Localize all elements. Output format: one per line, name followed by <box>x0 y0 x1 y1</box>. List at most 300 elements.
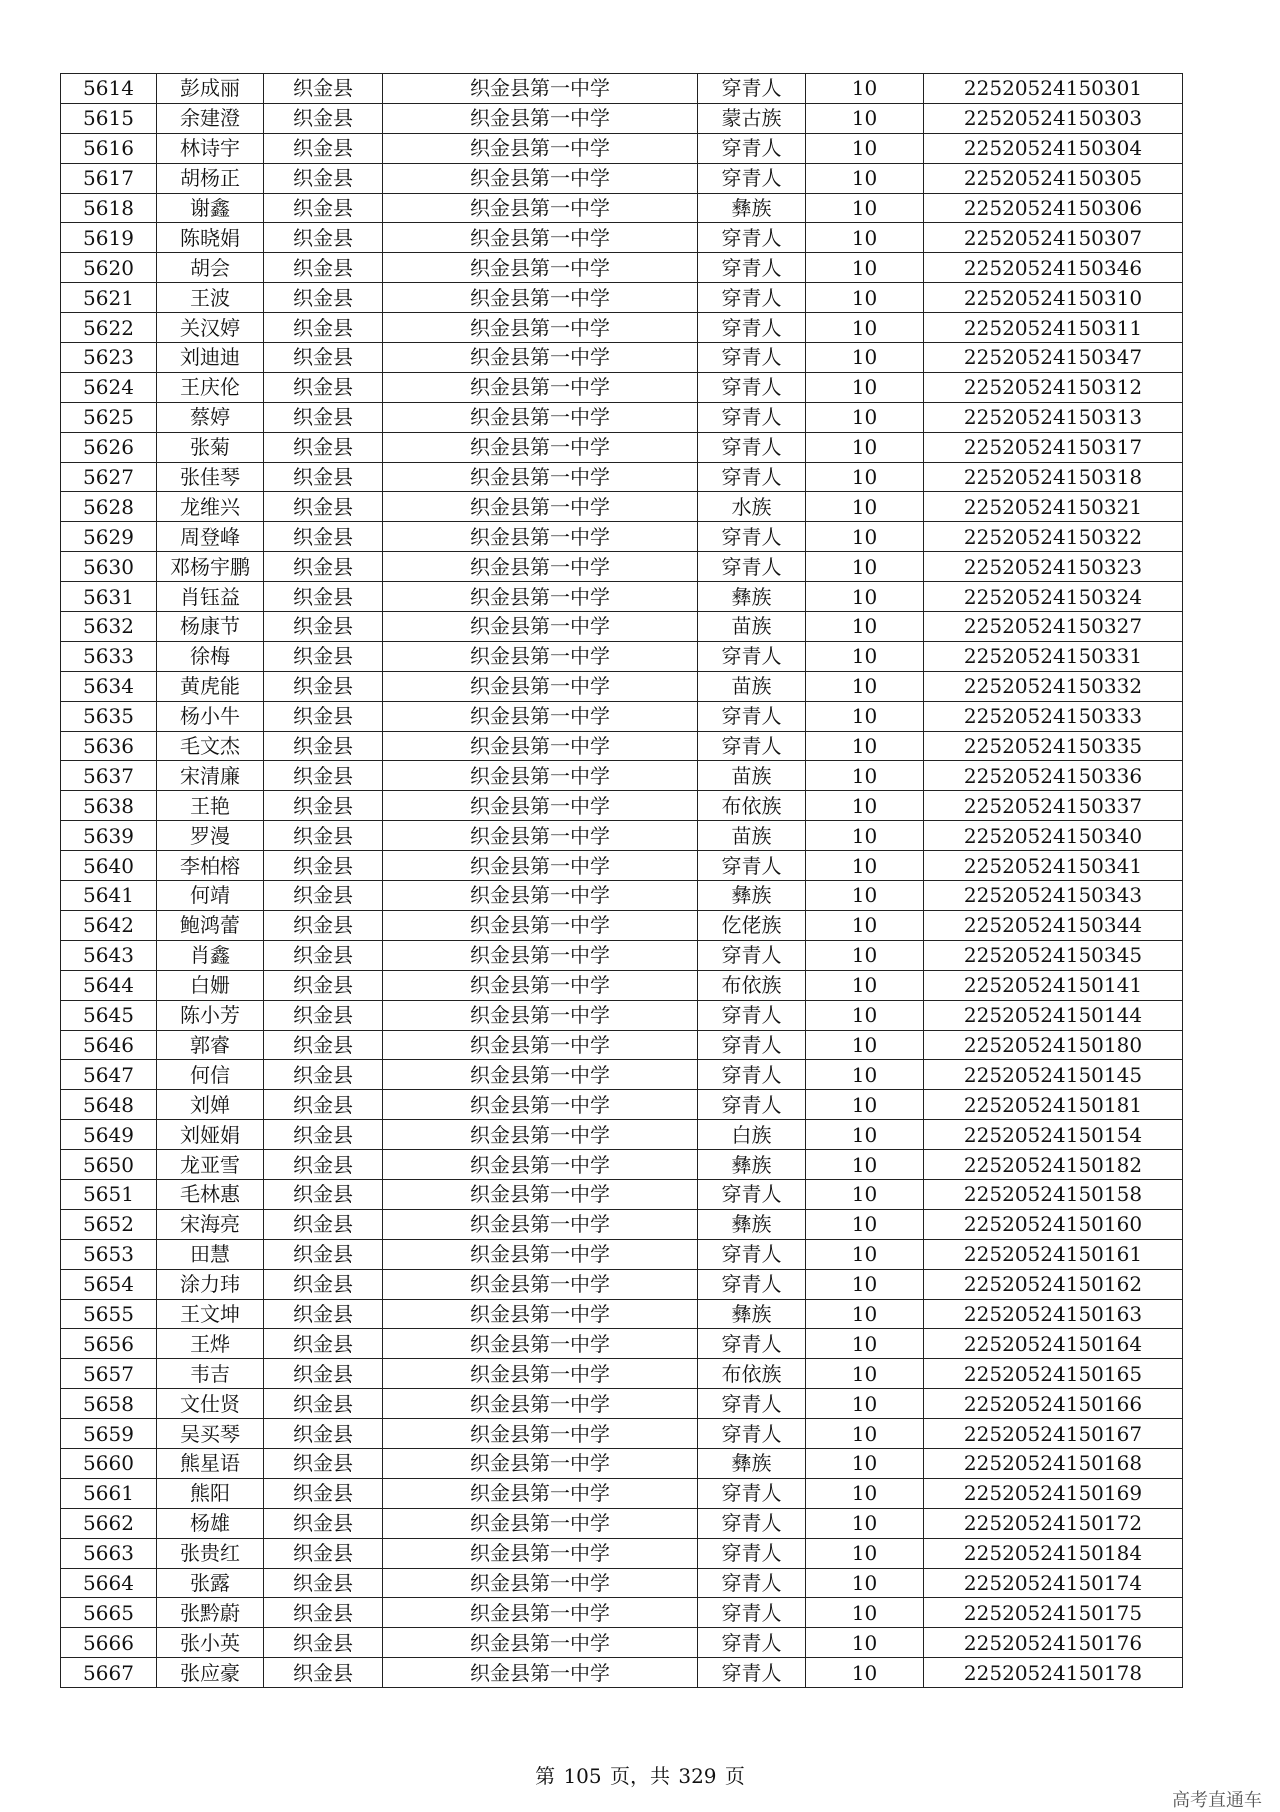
table-row <box>61 1299 1183 1329</box>
footer-page-number: 105 <box>563 1764 602 1788</box>
table-row <box>61 313 1183 343</box>
grade-cell: 10 <box>806 133 924 163</box>
grade-cell: 10 <box>806 193 924 223</box>
serial-number-cell: 5667 <box>61 1658 157 1688</box>
serial-number-cell: 5638 <box>61 791 157 821</box>
student-name-cell: 王庆伦 <box>157 372 264 402</box>
exam-id-cell: 22520524150165 <box>924 1359 1183 1389</box>
serial-number-cell: 5644 <box>61 970 157 1000</box>
serial-number-cell: 5649 <box>61 1120 157 1150</box>
exam-id-cell: 22520524150311 <box>924 313 1183 343</box>
grade-cell: 10 <box>806 1209 924 1239</box>
grade-cell: 10 <box>806 612 924 642</box>
exam-id-cell: 22520524150306 <box>924 193 1183 223</box>
student-list-table <box>60 73 1183 1688</box>
serial-number-cell: 5618 <box>61 193 157 223</box>
ethnicity-cell: 穿青人 <box>698 1508 806 1538</box>
ethnicity-cell: 穿青人 <box>698 1090 806 1120</box>
school-cell: 织金县第一中学 <box>383 1359 698 1389</box>
table-row <box>61 881 1183 911</box>
table-row <box>61 492 1183 522</box>
grade-cell: 10 <box>806 1359 924 1389</box>
ethnicity-cell: 穿青人 <box>698 1329 806 1359</box>
school-cell: 织金县第一中学 <box>383 522 698 552</box>
county-cell: 织金县 <box>264 970 383 1000</box>
county-cell: 织金县 <box>264 1030 383 1060</box>
grade-cell: 10 <box>806 1448 924 1478</box>
exam-id-cell: 22520524150307 <box>924 223 1183 253</box>
school-cell: 织金县第一中学 <box>383 671 698 701</box>
student-name-cell: 肖鑫 <box>157 940 264 970</box>
student-name-cell: 胡杨正 <box>157 163 264 193</box>
exam-id-cell: 22520524150331 <box>924 641 1183 671</box>
exam-id-cell: 22520524150323 <box>924 552 1183 582</box>
serial-number-cell: 5660 <box>61 1448 157 1478</box>
serial-number-cell: 5627 <box>61 462 157 492</box>
student-name-cell: 张露 <box>157 1568 264 1598</box>
county-cell: 织金县 <box>264 731 383 761</box>
exam-id-cell: 22520524150168 <box>924 1448 1183 1478</box>
grade-cell: 10 <box>806 163 924 193</box>
exam-id-cell: 22520524150301 <box>924 74 1183 104</box>
exam-id-cell: 22520524150166 <box>924 1389 1183 1419</box>
exam-id-cell: 22520524150346 <box>924 253 1183 283</box>
county-cell: 织金县 <box>264 1478 383 1508</box>
table-row <box>61 1568 1183 1598</box>
county-cell: 织金县 <box>264 1299 383 1329</box>
exam-id-cell: 22520524150182 <box>924 1150 1183 1180</box>
ethnicity-cell: 穿青人 <box>698 1628 806 1658</box>
table-row <box>61 343 1183 373</box>
grade-cell: 10 <box>806 1568 924 1598</box>
exam-id-cell: 22520524150312 <box>924 372 1183 402</box>
exam-id-cell: 22520524150322 <box>924 522 1183 552</box>
school-cell: 织金县第一中学 <box>383 940 698 970</box>
ethnicity-cell: 穿青人 <box>698 1658 806 1688</box>
county-cell: 织金县 <box>264 821 383 851</box>
ethnicity-cell: 穿青人 <box>698 283 806 313</box>
exam-id-cell: 22520524150318 <box>924 462 1183 492</box>
serial-number-cell: 5628 <box>61 492 157 522</box>
school-cell: 织金县第一中学 <box>383 432 698 462</box>
school-cell: 织金县第一中学 <box>383 372 698 402</box>
student-name-cell: 王烨 <box>157 1329 264 1359</box>
ethnicity-cell: 仡佬族 <box>698 910 806 940</box>
exam-id-cell: 22520524150160 <box>924 1209 1183 1239</box>
exam-id-cell: 22520524150145 <box>924 1060 1183 1090</box>
grade-cell: 10 <box>806 1239 924 1269</box>
county-cell: 织金县 <box>264 1209 383 1239</box>
exam-id-cell: 22520524150333 <box>924 701 1183 731</box>
table-row <box>61 1359 1183 1389</box>
serial-number-cell: 5640 <box>61 851 157 881</box>
table-body <box>61 74 1183 1688</box>
county-cell: 织金县 <box>264 701 383 731</box>
county-cell: 织金县 <box>264 1538 383 1568</box>
school-cell: 织金县第一中学 <box>383 1628 698 1658</box>
county-cell: 织金县 <box>264 1150 383 1180</box>
serial-number-cell: 5666 <box>61 1628 157 1658</box>
grade-cell: 10 <box>806 1419 924 1449</box>
grade-cell: 10 <box>806 1598 924 1628</box>
serial-number-cell: 5631 <box>61 582 157 612</box>
table-row <box>61 283 1183 313</box>
ethnicity-cell: 穿青人 <box>698 851 806 881</box>
exam-id-cell: 22520524150172 <box>924 1508 1183 1538</box>
grade-cell: 10 <box>806 940 924 970</box>
serial-number-cell: 5617 <box>61 163 157 193</box>
student-name-cell: 何信 <box>157 1060 264 1090</box>
table-row <box>61 432 1183 462</box>
student-name-cell: 林诗宇 <box>157 133 264 163</box>
footer-prefix: 第 <box>535 1764 556 1788</box>
table-row <box>61 74 1183 104</box>
grade-cell: 10 <box>806 462 924 492</box>
grade-cell: 10 <box>806 791 924 821</box>
school-cell: 织金县第一中学 <box>383 1179 698 1209</box>
exam-id-cell: 22520524150336 <box>924 761 1183 791</box>
county-cell: 织金县 <box>264 253 383 283</box>
school-cell: 织金县第一中学 <box>383 1478 698 1508</box>
ethnicity-cell: 苗族 <box>698 671 806 701</box>
grade-cell: 10 <box>806 881 924 911</box>
county-cell: 织金县 <box>264 313 383 343</box>
school-cell: 织金县第一中学 <box>383 1419 698 1449</box>
watermark-text: 高考直通车 <box>1172 1790 1262 1811</box>
ethnicity-cell: 穿青人 <box>698 253 806 283</box>
county-cell: 织金县 <box>264 1359 383 1389</box>
ethnicity-cell: 水族 <box>698 492 806 522</box>
table-row <box>61 970 1183 1000</box>
serial-number-cell: 5654 <box>61 1269 157 1299</box>
serial-number-cell: 5641 <box>61 881 157 911</box>
table-row <box>61 103 1183 133</box>
exam-id-cell: 22520524150337 <box>924 791 1183 821</box>
serial-number-cell: 5664 <box>61 1568 157 1598</box>
serial-number-cell: 5632 <box>61 612 157 642</box>
serial-number-cell: 5626 <box>61 432 157 462</box>
table-row <box>61 1389 1183 1419</box>
table-row <box>61 462 1183 492</box>
student-name-cell: 张贵红 <box>157 1538 264 1568</box>
ethnicity-cell: 穿青人 <box>698 940 806 970</box>
ethnicity-cell: 穿青人 <box>698 462 806 492</box>
table-row <box>61 1538 1183 1568</box>
exam-id-cell: 22520524150305 <box>924 163 1183 193</box>
grade-cell: 10 <box>806 851 924 881</box>
school-cell: 织金县第一中学 <box>383 402 698 432</box>
county-cell: 织金县 <box>264 1269 383 1299</box>
serial-number-cell: 5661 <box>61 1478 157 1508</box>
school-cell: 织金县第一中学 <box>383 612 698 642</box>
table-row <box>61 522 1183 552</box>
student-name-cell: 王波 <box>157 283 264 313</box>
grade-cell: 10 <box>806 701 924 731</box>
serial-number-cell: 5614 <box>61 74 157 104</box>
student-name-cell: 宋清廉 <box>157 761 264 791</box>
student-name-cell: 龙亚雪 <box>157 1150 264 1180</box>
school-cell: 织金县第一中学 <box>383 1269 698 1299</box>
serial-number-cell: 5643 <box>61 940 157 970</box>
table-row <box>61 1179 1183 1209</box>
grade-cell: 10 <box>806 1269 924 1299</box>
table-row <box>61 1598 1183 1628</box>
exam-id-cell: 22520524150141 <box>924 970 1183 1000</box>
school-cell: 织金县第一中学 <box>383 103 698 133</box>
school-cell: 织金县第一中学 <box>383 1329 698 1359</box>
school-cell: 织金县第一中学 <box>383 821 698 851</box>
school-cell: 织金县第一中学 <box>383 881 698 911</box>
grade-cell: 10 <box>806 402 924 432</box>
school-cell: 织金县第一中学 <box>383 1508 698 1538</box>
serial-number-cell: 5624 <box>61 372 157 402</box>
table-row <box>61 1090 1183 1120</box>
table-row <box>61 612 1183 642</box>
serial-number-cell: 5623 <box>61 343 157 373</box>
grade-cell: 10 <box>806 1150 924 1180</box>
ethnicity-cell: 穿青人 <box>698 432 806 462</box>
student-name-cell: 谢鑫 <box>157 193 264 223</box>
serial-number-cell: 5650 <box>61 1150 157 1180</box>
exam-id-cell: 22520524150158 <box>924 1179 1183 1209</box>
exam-id-cell: 22520524150167 <box>924 1419 1183 1449</box>
grade-cell: 10 <box>806 731 924 761</box>
grade-cell: 10 <box>806 1508 924 1538</box>
table-row <box>61 1448 1183 1478</box>
student-name-cell: 宋海亮 <box>157 1209 264 1239</box>
ethnicity-cell: 穿青人 <box>698 372 806 402</box>
ethnicity-cell: 穿青人 <box>698 1060 806 1090</box>
student-name-cell: 文仕贤 <box>157 1389 264 1419</box>
student-name-cell: 杨雄 <box>157 1508 264 1538</box>
ethnicity-cell: 彝族 <box>698 193 806 223</box>
county-cell: 织金县 <box>264 343 383 373</box>
student-name-cell: 龙维兴 <box>157 492 264 522</box>
student-name-cell: 田慧 <box>157 1239 264 1269</box>
student-name-cell: 徐梅 <box>157 641 264 671</box>
school-cell: 织金县第一中学 <box>383 582 698 612</box>
school-cell: 织金县第一中学 <box>383 970 698 1000</box>
student-name-cell: 张菊 <box>157 432 264 462</box>
school-cell: 织金县第一中学 <box>383 1299 698 1329</box>
ethnicity-cell: 彝族 <box>698 1448 806 1478</box>
grade-cell: 10 <box>806 223 924 253</box>
student-name-cell: 陈小芳 <box>157 1000 264 1030</box>
county-cell: 织金县 <box>264 582 383 612</box>
county-cell: 织金县 <box>264 372 383 402</box>
student-name-cell: 肖钰益 <box>157 582 264 612</box>
school-cell: 织金县第一中学 <box>383 1030 698 1060</box>
student-name-cell: 余建澄 <box>157 103 264 133</box>
ethnicity-cell: 穿青人 <box>698 1269 806 1299</box>
student-name-cell: 吴买琴 <box>157 1419 264 1449</box>
ethnicity-cell: 穿青人 <box>698 133 806 163</box>
student-name-cell: 王文坤 <box>157 1299 264 1329</box>
serial-number-cell: 5653 <box>61 1239 157 1269</box>
exam-id-cell: 22520524150161 <box>924 1239 1183 1269</box>
county-cell: 织金县 <box>264 1658 383 1688</box>
grade-cell: 10 <box>806 1060 924 1090</box>
school-cell: 织金县第一中学 <box>383 1000 698 1030</box>
county-cell: 织金县 <box>264 1329 383 1359</box>
school-cell: 织金县第一中学 <box>383 492 698 522</box>
grade-cell: 10 <box>806 552 924 582</box>
serial-number-cell: 5657 <box>61 1359 157 1389</box>
serial-number-cell: 5636 <box>61 731 157 761</box>
school-cell: 织金县第一中学 <box>383 761 698 791</box>
student-name-cell: 毛文杰 <box>157 731 264 761</box>
ethnicity-cell: 穿青人 <box>698 552 806 582</box>
school-cell: 织金县第一中学 <box>383 193 698 223</box>
table-row <box>61 1508 1183 1538</box>
grade-cell: 10 <box>806 283 924 313</box>
serial-number-cell: 5635 <box>61 701 157 731</box>
table-row <box>61 133 1183 163</box>
serial-number-cell: 5621 <box>61 283 157 313</box>
page-footer <box>0 1760 1280 1789</box>
school-cell: 织金县第一中学 <box>383 1389 698 1419</box>
school-cell: 织金县第一中学 <box>383 313 698 343</box>
ethnicity-cell: 蒙古族 <box>698 103 806 133</box>
exam-id-cell: 22520524150174 <box>924 1568 1183 1598</box>
student-name-cell: 胡会 <box>157 253 264 283</box>
county-cell: 织金县 <box>264 1598 383 1628</box>
county-cell: 织金县 <box>264 671 383 701</box>
ethnicity-cell: 穿青人 <box>698 1478 806 1508</box>
ethnicity-cell: 穿青人 <box>698 223 806 253</box>
serial-number-cell: 5639 <box>61 821 157 851</box>
serial-number-cell: 5652 <box>61 1209 157 1239</box>
student-name-cell: 白姗 <box>157 970 264 1000</box>
serial-number-cell: 5615 <box>61 103 157 133</box>
exam-id-cell: 22520524150343 <box>924 881 1183 911</box>
student-name-cell: 涂力玮 <box>157 1269 264 1299</box>
serial-number-cell: 5647 <box>61 1060 157 1090</box>
table-row <box>61 193 1183 223</box>
grade-cell: 10 <box>806 343 924 373</box>
ethnicity-cell: 彝族 <box>698 1150 806 1180</box>
exam-id-cell: 22520524150347 <box>924 343 1183 373</box>
ethnicity-cell: 彝族 <box>698 1299 806 1329</box>
exam-id-cell: 22520524150313 <box>924 402 1183 432</box>
footer-total-pages: 329 <box>678 1764 717 1788</box>
grade-cell: 10 <box>806 372 924 402</box>
student-name-cell: 韦吉 <box>157 1359 264 1389</box>
table-row <box>61 791 1183 821</box>
ethnicity-cell: 穿青人 <box>698 1179 806 1209</box>
grade-cell: 10 <box>806 821 924 851</box>
ethnicity-cell: 穿青人 <box>698 402 806 432</box>
serial-number-cell: 5619 <box>61 223 157 253</box>
grade-cell: 10 <box>806 253 924 283</box>
ethnicity-cell: 布依族 <box>698 970 806 1000</box>
table-row <box>61 1478 1183 1508</box>
grade-cell: 10 <box>806 1628 924 1658</box>
ethnicity-cell: 苗族 <box>698 612 806 642</box>
serial-number-cell: 5620 <box>61 253 157 283</box>
student-name-cell: 刘迪迪 <box>157 343 264 373</box>
serial-number-cell: 5629 <box>61 522 157 552</box>
ethnicity-cell: 穿青人 <box>698 343 806 373</box>
table-row <box>61 1628 1183 1658</box>
table-row <box>61 940 1183 970</box>
county-cell: 织金县 <box>264 1179 383 1209</box>
table-row <box>61 1239 1183 1269</box>
ethnicity-cell: 布依族 <box>698 1359 806 1389</box>
table-row <box>61 851 1183 881</box>
grade-cell: 10 <box>806 1030 924 1060</box>
exam-id-cell: 22520524150154 <box>924 1120 1183 1150</box>
county-cell: 织金县 <box>264 163 383 193</box>
school-cell: 织金县第一中学 <box>383 1150 698 1180</box>
exam-id-cell: 22520524150178 <box>924 1658 1183 1688</box>
exam-id-cell: 22520524150184 <box>924 1538 1183 1568</box>
exam-id-cell: 22520524150335 <box>924 731 1183 761</box>
school-cell: 织金县第一中学 <box>383 1658 698 1688</box>
school-cell: 织金县第一中学 <box>383 851 698 881</box>
school-cell: 织金县第一中学 <box>383 1209 698 1239</box>
table-row <box>61 372 1183 402</box>
exam-id-cell: 22520524150164 <box>924 1329 1183 1359</box>
exam-id-cell: 22520524150345 <box>924 940 1183 970</box>
county-cell: 织金县 <box>264 1120 383 1150</box>
county-cell: 织金县 <box>264 552 383 582</box>
exam-id-cell: 22520524150321 <box>924 492 1183 522</box>
student-name-cell: 刘娅娟 <box>157 1120 264 1150</box>
student-name-cell: 关汉婷 <box>157 313 264 343</box>
student-name-cell: 罗漫 <box>157 821 264 851</box>
grade-cell: 10 <box>806 1478 924 1508</box>
ethnicity-cell: 彝族 <box>698 1209 806 1239</box>
ethnicity-cell: 布依族 <box>698 791 806 821</box>
student-name-cell: 张佳琴 <box>157 462 264 492</box>
ethnicity-cell: 白族 <box>698 1120 806 1150</box>
school-cell: 织金县第一中学 <box>383 343 698 373</box>
county-cell: 织金县 <box>264 641 383 671</box>
serial-number-cell: 5648 <box>61 1090 157 1120</box>
exam-id-cell: 22520524150303 <box>924 103 1183 133</box>
student-name-cell: 彭成丽 <box>157 74 264 104</box>
school-cell: 织金县第一中学 <box>383 223 698 253</box>
table-row <box>61 1060 1183 1090</box>
serial-number-cell: 5645 <box>61 1000 157 1030</box>
school-cell: 织金县第一中学 <box>383 641 698 671</box>
county-cell: 织金县 <box>264 1060 383 1090</box>
grade-cell: 10 <box>806 1389 924 1419</box>
serial-number-cell: 5665 <box>61 1598 157 1628</box>
student-name-cell: 张应豪 <box>157 1658 264 1688</box>
school-cell: 织金县第一中学 <box>383 791 698 821</box>
table-row <box>61 163 1183 193</box>
grade-cell: 10 <box>806 761 924 791</box>
school-cell: 织金县第一中学 <box>383 910 698 940</box>
county-cell: 织金县 <box>264 103 383 133</box>
ethnicity-cell: 苗族 <box>698 821 806 851</box>
county-cell: 织金县 <box>264 432 383 462</box>
student-name-cell: 李柏榕 <box>157 851 264 881</box>
county-cell: 织金县 <box>264 223 383 253</box>
student-name-cell: 陈晓娟 <box>157 223 264 253</box>
county-cell: 织金县 <box>264 133 383 163</box>
student-name-cell: 周登峰 <box>157 522 264 552</box>
table-row <box>61 582 1183 612</box>
serial-number-cell: 5633 <box>61 641 157 671</box>
table-row <box>61 223 1183 253</box>
county-cell: 织金县 <box>264 761 383 791</box>
student-name-cell: 蔡婷 <box>157 402 264 432</box>
grade-cell: 10 <box>806 1179 924 1209</box>
county-cell: 织金县 <box>264 1000 383 1030</box>
